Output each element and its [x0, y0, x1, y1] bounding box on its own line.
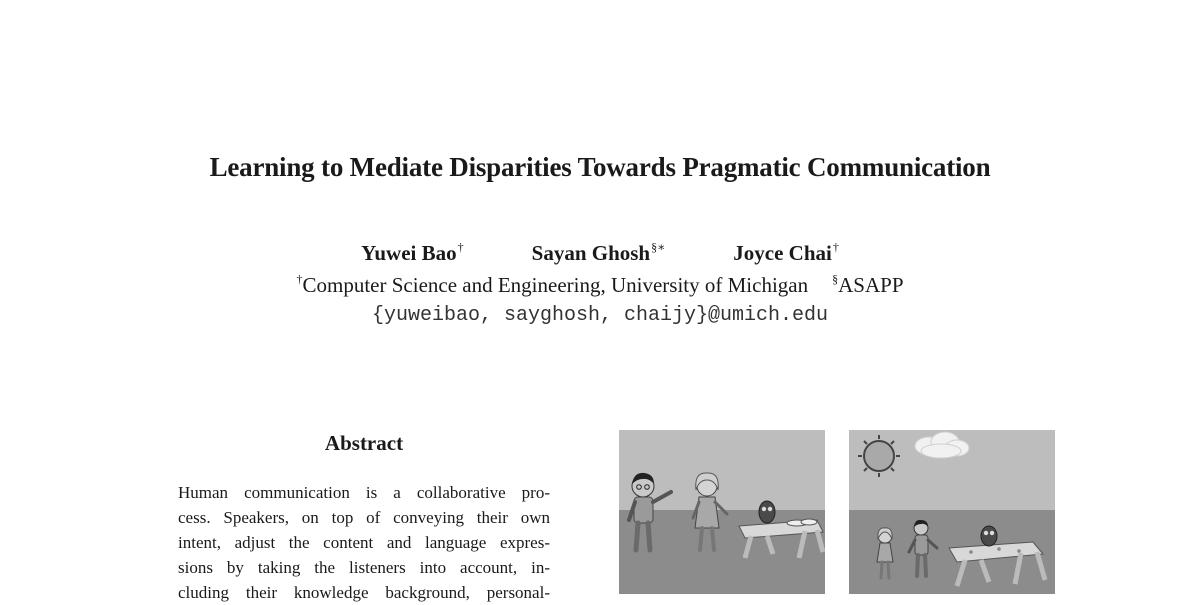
abstract-line: Human communication is a collaborative pro- [178, 483, 550, 502]
author-3-name: Joyce Chai [733, 241, 832, 265]
owl-figure [981, 526, 997, 546]
abstract-heading: Abstract [324, 431, 404, 455]
abstract-line: intent, adjust the content and language expres- [178, 533, 550, 552]
affiliation-1: Computer Science and Engineering, University of Michigan [302, 273, 809, 297]
affiliation-line [0, 272, 1200, 298]
abstract-text [178, 480, 550, 605]
affiliation-2: ASAPP [838, 273, 904, 297]
owl-figure [759, 501, 775, 523]
abstract-line: sions by taking the listeners into account, in- [178, 558, 550, 577]
figure-panel-left [619, 430, 825, 594]
author-1-mark: † [457, 240, 464, 254]
figure-panel-right [849, 430, 1055, 594]
author-3-mark: † [832, 240, 839, 254]
paper-title: Learning to Mediate Disparities Towards Pragmatic Communication [209, 152, 991, 182]
author-list [0, 240, 1200, 266]
author-1 [361, 240, 464, 266]
affiliation-1-mark: † [296, 272, 303, 286]
author-2-mark: §∗ [651, 240, 666, 254]
scene-right-illustration [849, 430, 1055, 594]
sun-icon [858, 435, 900, 477]
author-2-name: Sayan Ghosh [531, 241, 651, 265]
author-2 [532, 240, 666, 266]
abstract-line: cess. Speakers, on top of conveying their own [178, 508, 550, 527]
scene-left-illustration [619, 430, 825, 594]
affiliation-2-mark: § [832, 272, 839, 286]
author-1-name: Yuwei Bao [361, 241, 457, 265]
author-3 [733, 240, 839, 266]
author-emails: {yuweibao, sayghosh, chaijy}@umich.edu [371, 304, 829, 327]
abstract-line: cluding their knowledge background, personal- [178, 583, 550, 602]
